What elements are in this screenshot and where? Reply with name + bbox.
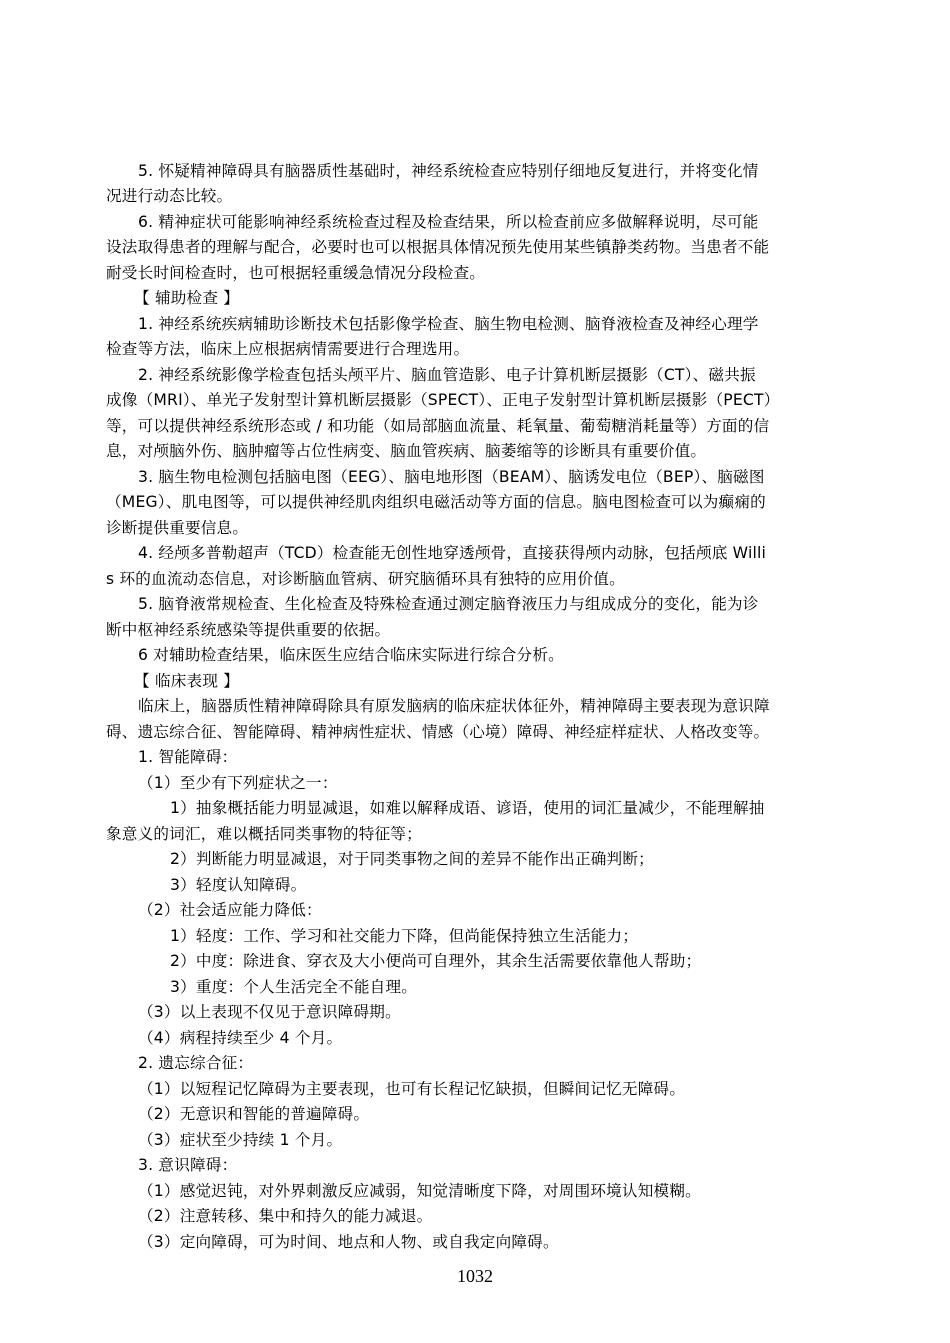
list-item: （1）感觉迟钝，对外界刺激反应减弱，知觉清晰度下降，对周围环境认知模糊。 (138, 1182, 701, 1200)
list-heading: 2. 遗忘综合征： (138, 1054, 254, 1072)
text-line: 5. 怀疑精神障碍具有脑器质性基础时，神经系统检查应特别仔细地反复进行，并将变化情 (138, 162, 759, 180)
text-line: 临床上，脑器质性精神障碍除具有原发脑病的临床症状体征外，精神障碍主要表现为意识障 (138, 697, 770, 715)
list-heading: 1. 智能障碍： (138, 748, 238, 766)
text-line: 耐受长时间检查时，也可根据轻重缓急情况分段检查。 (106, 264, 486, 282)
list-item: 1）抽象概括能力明显减退，如难以解释成语、谚语，使用的词汇量减少，不能理解抽 (170, 799, 765, 817)
list-item: （1）至少有下列症状之一： (138, 774, 338, 792)
list-item: （2）注意转移、集中和持久的能力减退。 (138, 1207, 433, 1225)
text-line: （MEG）、肌电图等，可以提供神经肌肉组织电磁活动等方面的信息。脑电图检查可以为癫痫的 (106, 493, 766, 511)
text-line: 断中枢神经系统感染等提供重要的依据。 (106, 621, 391, 639)
text-line: 诊断提供重要信息。 (106, 519, 249, 537)
text-line: 2. 神经系统影像学检查包括头颅平片、脑血管造影、电子计算机断层摄影（CT）、磁共振 (138, 366, 756, 384)
text-line: 1. 神经系统疾病辅助诊断技术包括影像学检查、脑生物电检测、脑脊液检查及神经心理学 (138, 315, 759, 333)
text-line: 成像（MRI）、单光子发射型计算机断层摄影（SPECT）、正电子发射型计算机断层摄影（PECT） (106, 391, 780, 409)
list-item: 3）轻度认知障碍。 (170, 876, 307, 894)
list-item: 2）判断能力明显减退，对于同类事物之间的差异不能作出正确判断； (170, 850, 654, 868)
list-item: （1）以短程记忆障碍为主要表现，也可有长程记忆缺损，但瞬间记忆无障碍。 (138, 1080, 686, 1098)
text-line: 6 对辅助检查结果，临床医生应结合临床实际进行综合分析。 (138, 646, 564, 664)
list-item: （2）无意识和智能的普遍障碍。 (138, 1105, 370, 1123)
list-item: （3）定向障碍，可为时间、地点和人物、或自我定向障碍。 (138, 1233, 559, 1251)
text-line: 6. 精神症状可能影响神经系统检查过程及检查结果，所以检查前应多做解释说明，尽可能 (138, 213, 759, 231)
text-line: 碍、遗忘综合征、智能障碍、精神病性症状、情感（心境）障碍、神经症样症状、人格改变等。 (106, 723, 770, 741)
list-item: 3）重度：个人生活完全不能自理。 (170, 978, 418, 996)
list-item: （3）以上表现不仅见于意识障碍期。 (138, 1003, 401, 1021)
text-line: 检查等方法，临床上应根据病情需要进行合理选用。 (106, 340, 470, 358)
list-heading: 3. 意识障碍： (138, 1156, 238, 1174)
text-line: 5. 脑脊液常规检查、生化检查及特殊检查通过测定脑脊液压力与组成成分的变化，能为诊 (138, 595, 759, 613)
text-line: s 环的血流动态信息，对诊断脑血管病、研究脑循环具有独特的应用价值。 (106, 570, 625, 588)
section-heading: 【 辅助检查 】 (134, 289, 240, 307)
list-item: （2）社会适应能力降低： (138, 901, 322, 919)
list-item: （4）病程持续至少 4 个月。 (138, 1029, 343, 1047)
list-item: 1）轻度：工作、学习和社交能力下降，但尚能保持独立生活能力； (170, 927, 639, 945)
page-number: 1032 (457, 1266, 493, 1286)
text-line: 设法取得患者的理解与配合，必要时也可以根据具体情况预先使用某些镇静类药物。当患者不能 (106, 238, 770, 256)
list-item: 2）中度：除进食、穿衣及大小便尚可自理外，其余生活需要依靠他人帮助； (170, 952, 702, 970)
text-line: 4. 经颅多普勒超声（TCD）检查能无创性地穿透颅骨，直接获得颅内动脉，包括颅底 Willi (138, 544, 767, 562)
list-item: （3）症状至少持续 1 个月。 (138, 1131, 343, 1149)
section-heading: 【 临床表现 】 (134, 672, 240, 690)
text-line: 象意义的词汇，难以概括同类事物的特征等； (106, 825, 422, 843)
text-line: 等，可以提供神经系统形态或 / 和功能（如局部脑血流量、耗氧量、葡萄糖消耗量等）方面的信 (106, 417, 770, 435)
text-line: 况进行动态比较。 (106, 187, 233, 205)
text-line: 息，对颅脑外伤、脑肿瘤等占位性病变、脑血管疾病、脑萎缩等的诊断具有重要价值。 (106, 442, 707, 460)
text-line: 3. 脑生物电检测包括脑电图（EEG）、脑电地形图（BEAM）、脑诱发电位（BEP）、脑磁图 (138, 468, 765, 486)
